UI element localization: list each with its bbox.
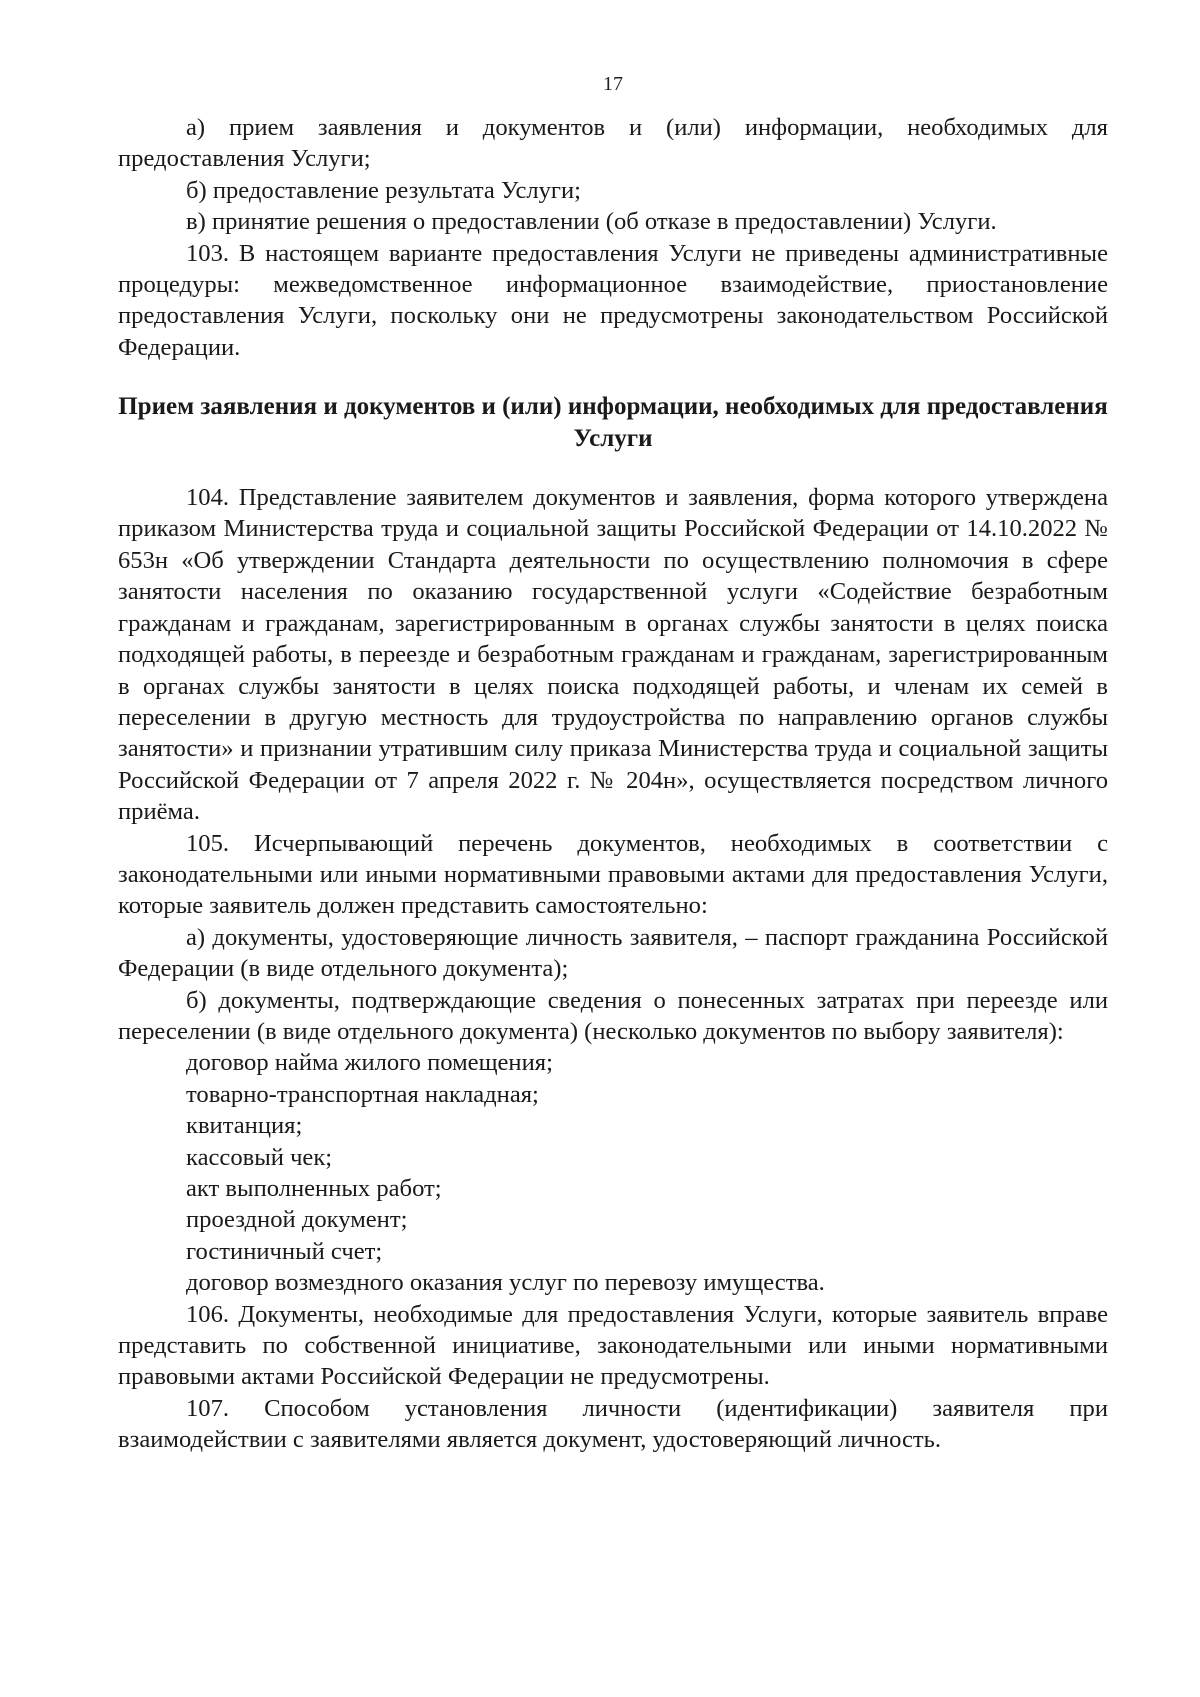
list-item: кассовый чек; (186, 1143, 333, 1171)
paragraph-107: 107. Способом установления личности (идентификации) заявителя при взаимодействии с заявителями является документ, удостоверяющий личность. (118, 1394, 1108, 1454)
list-item: товарно-транспортная накладная; (186, 1080, 539, 1108)
paragraph-105-b: б) документы, подтверждающие сведения о понесенных затратах при переезде или переселении (в виде отдельного документа) (несколько документов по выбору заявителя): (118, 986, 1108, 1045)
document-page (118, 72, 1108, 1456)
paragraph-item-a: а) прием заявления и документов и (или) информации, необходимых для предоставления Услуги; (118, 114, 1108, 173)
section-heading: Прием заявления и документов и (или) информации, необходимых для предоставления Услуги (118, 393, 1108, 452)
list-item: договор возмездного оказания услуг по перевозу имущества. (186, 1269, 825, 1297)
list-item: договор найма жилого помещения; (186, 1049, 553, 1077)
paragraph-item-b: б) предоставление результата Услуги; (186, 176, 582, 204)
paragraph-105-a: а) документы, удостоверяющие личность заявителя, – паспорт гражданина Российской Федерации (в виде отдельного документа); (118, 923, 1108, 983)
document-list (118, 1047, 1108, 1298)
paragraph-item-v: в) принятие решения о предоставлении (об отказе в предоставлении) Услуги. (186, 208, 997, 236)
paragraph-103: 103. В настоящем варианте предоставления Услуги не приведены административные процедуры: межведомственное информационное взаимодействие, приостановление предоставления Услуги, поскольку они не предусмотрены законодательством Российской Федерации. (118, 239, 1108, 361)
list-item: квитанция; (186, 1112, 303, 1140)
paragraph-106: 106. Документы, необходимые для предоставления Услуги, которые заявитель вправе представить по собственной инициативе, законодательными или иными нормативными правовыми актами Российской Федерации не предусмотрены. (118, 1300, 1108, 1391)
list-item: проездной документ; (186, 1206, 408, 1234)
list-item: акт выполненных работ; (186, 1175, 442, 1202)
list-item: гостиничный счет; (186, 1237, 383, 1265)
paragraph-104: 104. Представление заявителем документов и заявления, форма которого утверждена приказом Министерства труда и социальной защиты Российской Федерации от 14.10.2022 № 653н «Об утверждении Стандарта деятельности по осуществлению полномочия в сфере занятости населения по оказанию государственной услуги «Содействие безработным гражданам и гражданам, зарегистрированным в органах службы занятости в целях поиска подходящей работы, в переезде и безработным гражданам и гражданам, зарегистрированным в органах службы занятости в целях поиска подходящей работы, и членам их семей в переселении в другую местность для трудоустройства по направлению органов службы занятости» и признании утратившим силу приказа Министерства труда и социальной защиты Российской Федерации от 7 апреля 2022 г. № 204н», осуществляется посредством личного приёма. (118, 484, 1108, 826)
page-number: 17 (603, 73, 623, 95)
paragraph-105: 105. Исчерпывающий перечень документов, необходимых в соответствии с законодательными или иными нормативными правовыми актами для предоставления Услуги, которые заявитель должен представить самостоятельно: (118, 829, 1108, 920)
